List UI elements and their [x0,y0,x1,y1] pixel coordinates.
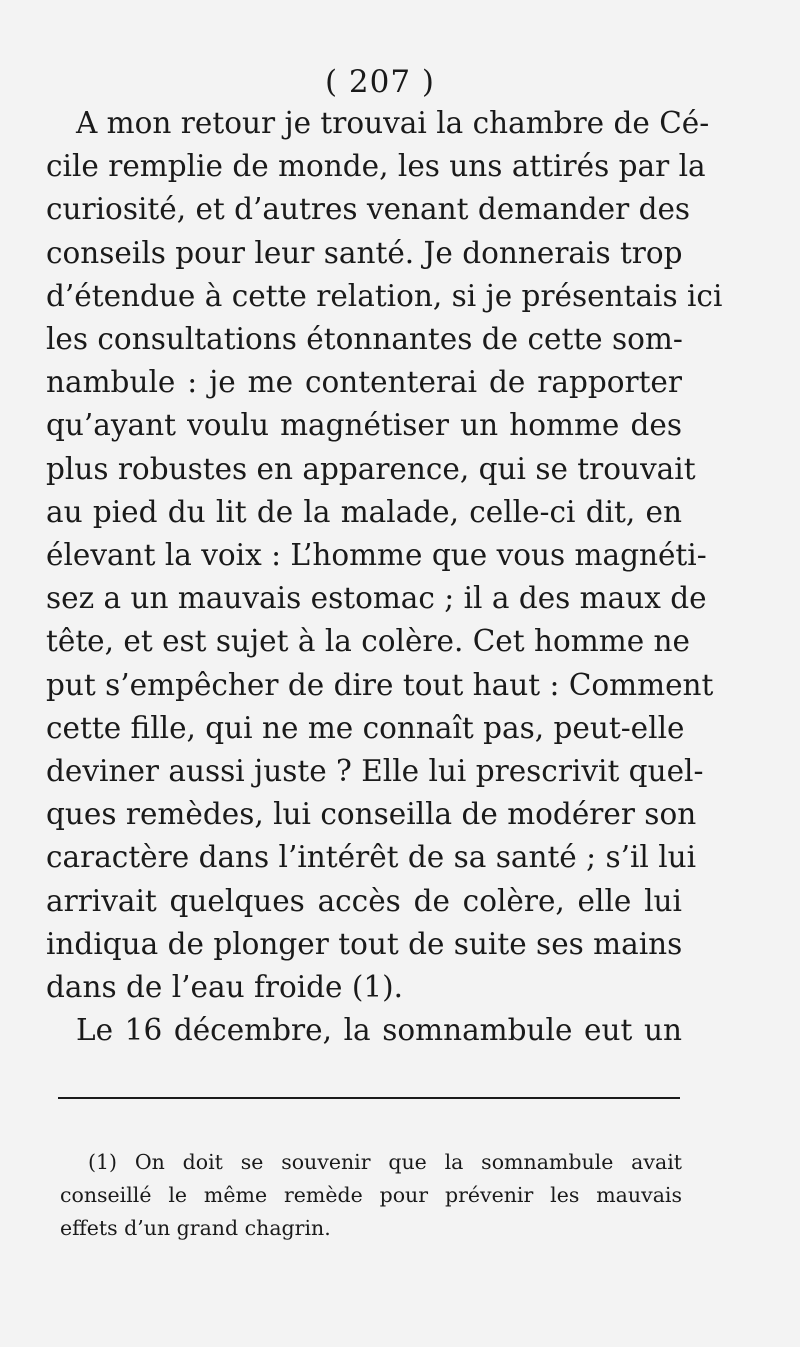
footnote-line: effets d’un grand chagrin. [60,1216,331,1240]
body-line: cette fille, qui ne me connaît pas, peut-elle [46,710,685,745]
body-text [46,102,723,1052]
body-line: dans de l’eau froide (1). [46,970,404,1005]
body-line: nambule : je me contenterai de rapporter [46,365,682,400]
body-line: les consultations étonnantes de cette som- [46,322,683,357]
body-line: au pied du lit de la malade, celle-ci dit, en [46,494,682,529]
footnote-divider [58,1097,680,1099]
body-line: ques remèdes, lui conseilla de modérer son [46,797,697,832]
body-line: indiqua de plonger tout de suite ses mains [46,926,683,961]
body-line: put s’empêcher de dire tout haut : Comment [46,667,714,702]
body-line: caractère dans l’intérêt de sa santé ; s’il lui [46,840,697,875]
body-line: A mon retour je trouvai la chambre de Cé- [76,106,710,140]
page-number: ( 207 ) [324,64,436,100]
footnote-line: (1) On doit se souvenir que la somnambule avait [88,1150,682,1174]
body-line: d’étendue à cette relation, si je présentais ici [46,278,723,313]
body-line: cile remplie de monde, les uns attirés par la [46,149,706,184]
body-line: qu’ayant voulu magnétiser un homme des [46,408,682,443]
footnote-line: conseillé le même remède pour prévenir les mauvais [60,1183,682,1207]
body-line: conseils pour leur santé. Je donnerais trop [46,235,683,270]
body-line: deviner aussi juste ? Elle lui prescrivit quel- [46,754,704,789]
body-line: plus robustes en apparence, qui se trouvait [46,451,696,486]
body-line: sez a un mauvais estomac ; il a des maux de [46,581,707,616]
body-line: arrivait quelques accès de colère, elle lui [46,883,682,918]
body-line: élevant la voix : L’homme que vous magnéti- [46,538,707,573]
footnote [60,1146,682,1245]
body-line: Le 16 décembre, la somnambule eut un [76,1013,682,1048]
body-line: curiosité, et d’autres venant demander des [46,192,691,227]
body-line: tête, et est sujet à la colère. Cet homme ne [46,624,690,659]
